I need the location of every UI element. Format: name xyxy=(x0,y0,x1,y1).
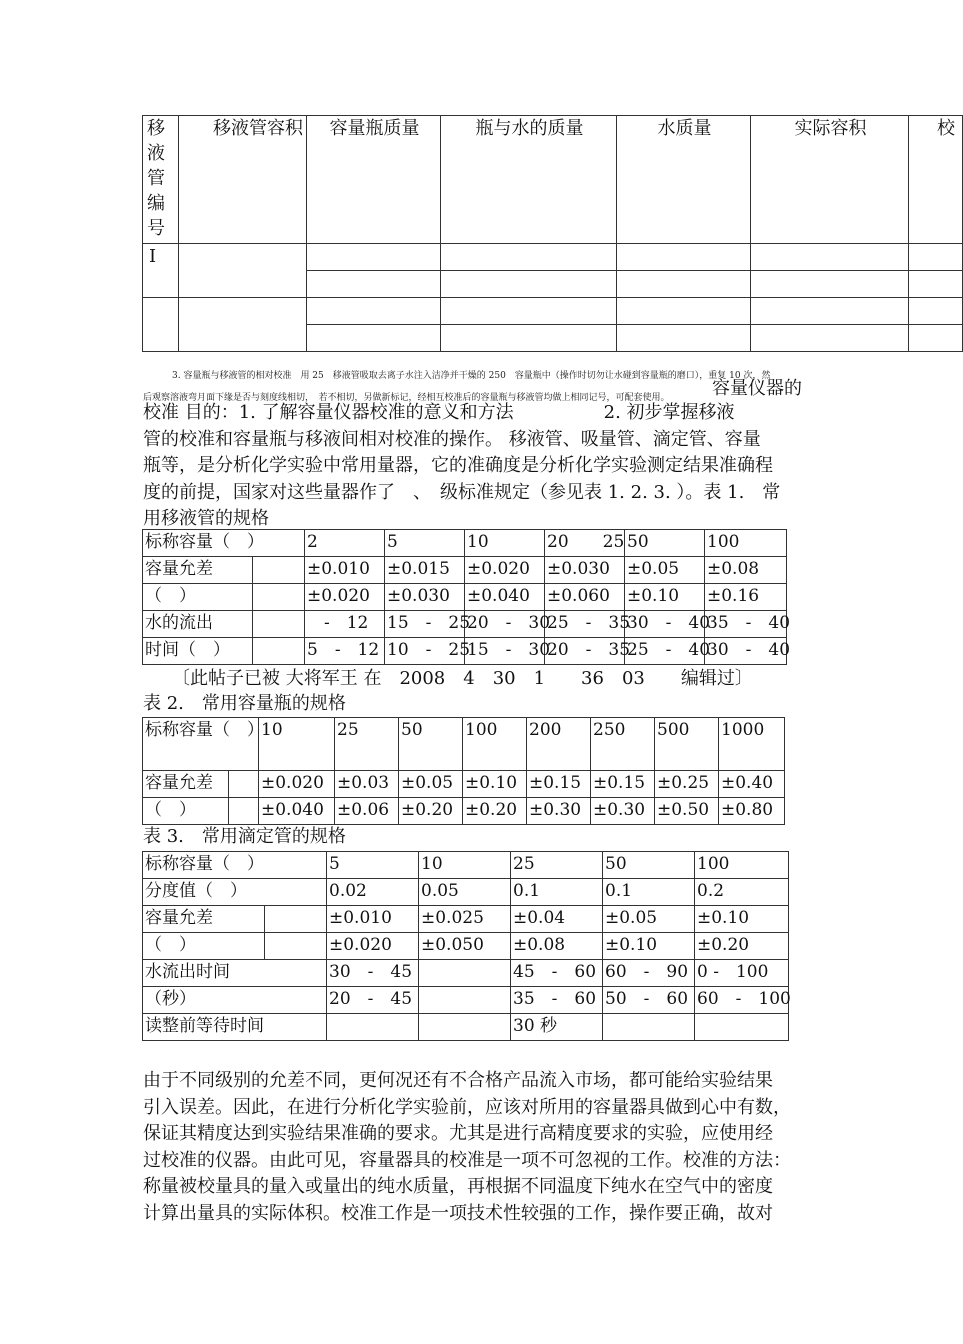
cell-value: 35 - 40 xyxy=(705,611,787,638)
cell-label: 时间（ ） xyxy=(143,638,253,665)
table-cell xyxy=(441,298,617,325)
cell-value: 25 - 35 xyxy=(545,611,625,638)
cell-value: 100 xyxy=(705,530,787,557)
table-cell xyxy=(909,298,963,325)
header-pipette-volume: 移液管容积 xyxy=(179,116,307,244)
row-label: I xyxy=(143,244,179,298)
table-cell xyxy=(909,271,963,298)
cell-value: 35 - 60 xyxy=(511,987,603,1014)
cell-value: 30 - 45 xyxy=(327,960,419,987)
cell-value: 20 - 35 xyxy=(545,638,625,665)
table-cell xyxy=(307,325,441,352)
cell-value: 60 - 90 xyxy=(603,960,695,987)
intro-paragraph xyxy=(143,400,780,533)
table-cell xyxy=(229,798,259,825)
cell-value: ±0.020 xyxy=(259,771,335,798)
cell-label: 容量允差 xyxy=(143,771,229,798)
cell-value: 30 - 40 xyxy=(625,611,705,638)
cell-value: ±0.010 xyxy=(305,557,385,584)
cell-value: ±0.05 xyxy=(603,906,695,933)
cell-value: 50 xyxy=(625,530,705,557)
cell-value: 15 - 25 xyxy=(385,611,465,638)
paragraph-line: 校准 目的：1. 了解容量仪器校准的意义和方法 2. 初步掌握移液 xyxy=(143,402,735,423)
small-note-line-1: 3. 容量瓶与移液管的相对校准 用 25 移液管吸取去离子水注入洁净并干燥的 250 容量瓶中（操作时切勿让水碰到容量瓶的磨口），重复 10 次，然 xyxy=(172,371,771,381)
table-cell xyxy=(909,325,963,352)
cell-value: ±0.10 xyxy=(603,933,695,960)
table-cell xyxy=(617,298,751,325)
cell-label: 水流出时间 xyxy=(143,960,327,987)
cell-label: 容量允差 xyxy=(143,557,253,584)
table-cell xyxy=(751,298,909,325)
cell-value: 250 xyxy=(591,718,655,771)
cell-label: 标称容量（ ） xyxy=(143,852,327,879)
cell-label: 标称容量（ ） xyxy=(143,718,259,771)
cell-value xyxy=(695,1014,789,1041)
cell-value: ±0.040 xyxy=(259,798,335,825)
header-water-mass: 水质量 xyxy=(617,116,751,244)
cell-value: 10 xyxy=(465,530,545,557)
cell-label: （ ） xyxy=(143,798,229,825)
table-cell xyxy=(253,611,305,638)
cell-value: ±0.10 xyxy=(695,906,789,933)
burette-spec-table xyxy=(142,851,789,1041)
cell-value: ±0.06 xyxy=(335,798,399,825)
cell-value: 0.1 xyxy=(511,879,603,906)
cell-value: ±0.060 xyxy=(545,584,625,611)
cell-value: 45 - 60 xyxy=(511,960,603,987)
table-cell xyxy=(265,906,327,933)
cell-value: 30 秒 xyxy=(511,1014,603,1041)
section-heading-tail: 容量仪器的 xyxy=(712,378,802,399)
cell-value: ±0.80 xyxy=(719,798,785,825)
cell-value: ±0.020 xyxy=(327,933,419,960)
paragraph-line: 由于不同级别的允差不同，更何况还有不合格产品流入市场，都可能给实验结果 xyxy=(143,1070,773,1091)
cell-value: 20 - 30 xyxy=(465,611,545,638)
cell-value: ±0.08 xyxy=(705,557,787,584)
table-cell xyxy=(143,298,179,352)
table-cell xyxy=(617,244,751,271)
cell-label: 容量允差 xyxy=(143,906,265,933)
table-cell xyxy=(751,271,909,298)
cell-value xyxy=(419,987,511,1014)
cell-value xyxy=(327,1014,419,1041)
cell-value: 20 25 xyxy=(545,530,625,557)
cell-value: ±0.030 xyxy=(385,584,465,611)
paragraph-line: 保证其精度达到实验结果准确的要求。尤其是进行高精度要求的实验，应使用经 xyxy=(143,1123,773,1144)
table-cell xyxy=(751,244,909,271)
cell-value: 100 xyxy=(695,852,789,879)
cell-value: 10 xyxy=(419,852,511,879)
table-cell xyxy=(617,325,751,352)
cell-value: ±0.020 xyxy=(465,557,545,584)
cell-label: 分度值（ ） xyxy=(143,879,327,906)
cell-value: 25 xyxy=(511,852,603,879)
table-cell xyxy=(307,298,441,325)
cell-value: ±0.10 xyxy=(625,584,705,611)
cell-value: 10 xyxy=(259,718,335,771)
cell-value: 5 - 12 xyxy=(305,638,385,665)
cell-value xyxy=(419,1014,511,1041)
header-flask-mass: 容量瓶质量 xyxy=(307,116,441,244)
table-cell xyxy=(253,584,305,611)
cell-label: 水的流出 xyxy=(143,611,253,638)
paragraph-line: 称量被校量具的量入或量出的纯水质量，再根据不同温度下纯水在空气中的密度 xyxy=(143,1176,773,1197)
cell-value: ±0.025 xyxy=(419,906,511,933)
cell-value: ±0.50 xyxy=(655,798,719,825)
table-cell xyxy=(441,325,617,352)
table-cell xyxy=(307,271,441,298)
cell-value: 50 xyxy=(603,852,695,879)
table-cell xyxy=(617,271,751,298)
cell-value: 0.2 xyxy=(695,879,789,906)
cell-value: ±0.05 xyxy=(399,771,463,798)
header-correction: 校 xyxy=(909,116,963,244)
paragraph-line: 管的校准和容量瓶与移液间相对校准的操作。 移液管、吸量管、滴定管、容量 xyxy=(143,428,761,450)
cell-value: ±0.010 xyxy=(327,906,419,933)
cell-value: 0.02 xyxy=(327,879,419,906)
table-cell xyxy=(253,638,305,665)
cell-value: 50 xyxy=(399,718,463,771)
cell-value: 15 - 30 xyxy=(465,638,545,665)
table-cell xyxy=(909,244,963,271)
cell-value: 10 - 25 xyxy=(385,638,465,665)
flask-spec-table xyxy=(142,717,785,825)
table-cell xyxy=(179,244,307,298)
cell-value: ±0.03 xyxy=(335,771,399,798)
cell-value: ±0.10 xyxy=(463,771,527,798)
table-cell xyxy=(265,933,327,960)
table-cell xyxy=(253,557,305,584)
cell-label: （ ） xyxy=(143,584,253,611)
cell-value: 2 xyxy=(305,530,385,557)
cell-value: ±0.16 xyxy=(705,584,787,611)
cell-label: （ ） xyxy=(143,933,265,960)
table-cell xyxy=(307,244,441,271)
table-cell xyxy=(179,298,307,352)
paragraph-line: 计算出量具的实际体积。校准工作是一项技术性较强的工作，操作要正确，故对 xyxy=(143,1202,773,1224)
cell-value: 25 xyxy=(335,718,399,771)
cell-value: ±0.20 xyxy=(695,933,789,960)
small-note-line-2: 后观察溶液弯月面下缘是否与刻度线相切， 若不相切，另做新标记，经相互校准后的容量瓶与移液管均做上相同记号，可配套使用。 xyxy=(143,393,670,403)
cell-value: 20 - 45 xyxy=(327,987,419,1014)
cell-value: ±0.15 xyxy=(527,771,591,798)
paragraph-line: 度的前提，国家对这些量器作了 、 级标准规定（参见表 1. 2. 3. ）。表 1. 常 xyxy=(143,481,781,503)
cell-value: 30 - 40 xyxy=(705,638,787,665)
cell-value: ±0.20 xyxy=(463,798,527,825)
cell-value: ±0.15 xyxy=(591,771,655,798)
header-pipette-number: 移液管编号 xyxy=(143,116,179,244)
cell-value: 1000 xyxy=(719,718,785,771)
cell-value: 0.05 xyxy=(419,879,511,906)
paragraph-line: 引入误差。因此，在进行分析化学实验前，应该对所用的容量器具做到心中有数， xyxy=(143,1096,791,1118)
cell-value: ±0.04 xyxy=(511,906,603,933)
cell-value: 60 - 100 xyxy=(695,987,789,1014)
cell-value: 5 xyxy=(385,530,465,557)
cell-value: - 12 xyxy=(305,611,385,638)
cell-value: 0 - 100 xyxy=(695,960,789,987)
cell-value: ±0.30 xyxy=(591,798,655,825)
cell-value: ±0.020 xyxy=(305,584,385,611)
cell-value: 25 - 40 xyxy=(625,638,705,665)
pipette-spec-table xyxy=(142,529,791,665)
cell-label: 标称容量（ ） xyxy=(143,530,305,557)
header-actual-volume: 实际容积 xyxy=(751,116,909,244)
table-cell xyxy=(751,325,909,352)
paragraph-line: 过校准的仪器。由此可见，容量器具的校准是一项不可忽视的工作。校准的方法： xyxy=(143,1149,791,1171)
cell-label: 读整前等待时间 xyxy=(143,1014,327,1041)
cell-value: ±0.20 xyxy=(399,798,463,825)
calibration-record-table xyxy=(142,115,963,352)
table-cell xyxy=(441,244,617,271)
cell-value: 50 - 60 xyxy=(603,987,695,1014)
cell-value xyxy=(419,960,511,987)
paragraph-line: 用移液管的规格 xyxy=(143,508,269,529)
table2-title: 表 2. 常用容量瓶的规格 xyxy=(143,693,346,714)
cell-value: ±0.050 xyxy=(419,933,511,960)
cell-value xyxy=(603,1014,695,1041)
cell-value: 100 xyxy=(463,718,527,771)
cell-value: 0.1 xyxy=(603,879,695,906)
cell-value: ±0.040 xyxy=(465,584,545,611)
body-paragraph xyxy=(143,1068,791,1227)
cell-value: ±0.30 xyxy=(527,798,591,825)
cell-value: ±0.05 xyxy=(625,557,705,584)
cell-value: ±0.015 xyxy=(385,557,465,584)
cell-value: 500 xyxy=(655,718,719,771)
cell-label: （秒） xyxy=(143,987,327,1014)
table-cell xyxy=(229,771,259,798)
cell-value: ±0.08 xyxy=(511,933,603,960)
cell-value: ±0.25 xyxy=(655,771,719,798)
edit-note: 〔此帖子已被 大将军王 在 2008 4 30 1 36 03 编辑过〕 xyxy=(172,668,753,689)
header-flask-water-mass: 瓶与水的质量 xyxy=(441,116,617,244)
table3-title: 表 3. 常用滴定管的规格 xyxy=(143,826,346,847)
cell-value: 200 xyxy=(527,718,591,771)
cell-value: 5 xyxy=(327,852,419,879)
cell-value: ±0.40 xyxy=(719,771,785,798)
cell-value: ±0.030 xyxy=(545,557,625,584)
table-cell xyxy=(441,271,617,298)
paragraph-line: 瓶等，是分析化学实验中常用量器，它的准确度是分析化学实验测定结果准确程 xyxy=(143,455,773,476)
